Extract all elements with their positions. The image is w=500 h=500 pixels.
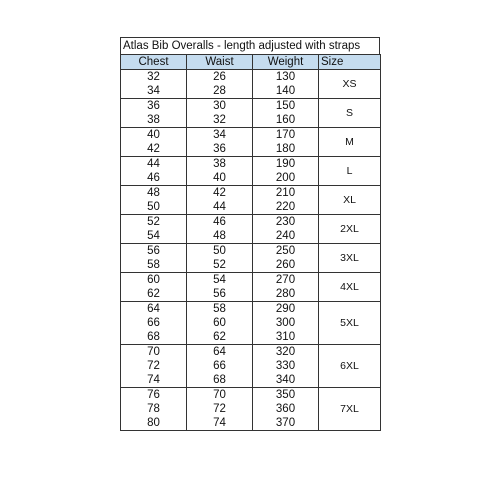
waist-cell: 60 xyxy=(187,316,253,330)
chest-cell: 50 xyxy=(121,200,187,215)
weight-cell: 220 xyxy=(253,200,319,215)
waist-cell: 36 xyxy=(187,142,253,157)
weight-cell: 160 xyxy=(253,113,319,128)
waist-cell: 28 xyxy=(187,84,253,99)
chest-cell: 78 xyxy=(121,402,187,416)
size-cell: 4XL xyxy=(319,273,381,302)
weight-cell: 340 xyxy=(253,373,319,388)
weight-cell: 180 xyxy=(253,142,319,157)
weight-cell: 130 xyxy=(253,70,319,85)
chest-cell: 58 xyxy=(121,258,187,273)
chest-cell: 74 xyxy=(121,373,187,388)
waist-cell: 62 xyxy=(187,330,253,345)
table-row xyxy=(121,244,381,259)
waist-cell: 58 xyxy=(187,302,253,317)
waist-cell: 40 xyxy=(187,171,253,186)
chest-cell: 46 xyxy=(121,171,187,186)
chest-cell: 34 xyxy=(121,84,187,99)
table-row xyxy=(121,128,381,143)
table-row xyxy=(121,99,381,114)
table-body xyxy=(121,70,381,431)
table-row xyxy=(121,157,381,172)
size-cell: 3XL xyxy=(319,244,381,273)
weight-cell: 150 xyxy=(253,99,319,114)
table-row xyxy=(121,273,381,288)
header-row xyxy=(121,55,381,70)
weight-cell: 350 xyxy=(253,388,319,403)
size-cell: XL xyxy=(319,186,381,215)
weight-cell: 300 xyxy=(253,316,319,330)
chest-cell: 62 xyxy=(121,287,187,302)
weight-cell: 140 xyxy=(253,84,319,99)
size-cell: 6XL xyxy=(319,345,381,388)
weight-cell: 330 xyxy=(253,359,319,373)
header-chest: Chest xyxy=(121,55,187,70)
waist-cell: 66 xyxy=(187,359,253,373)
waist-cell: 48 xyxy=(187,229,253,244)
chart-title: Atlas Bib Overalls - length adjusted with straps xyxy=(120,37,380,54)
weight-cell: 320 xyxy=(253,345,319,360)
weight-cell: 200 xyxy=(253,171,319,186)
header-waist: Waist xyxy=(187,55,253,70)
chest-cell: 66 xyxy=(121,316,187,330)
size-cell: 2XL xyxy=(319,215,381,244)
waist-cell: 70 xyxy=(187,388,253,403)
chest-cell: 64 xyxy=(121,302,187,317)
waist-cell: 50 xyxy=(187,244,253,259)
chest-cell: 32 xyxy=(121,70,187,85)
table-row xyxy=(121,302,381,317)
chest-cell: 56 xyxy=(121,244,187,259)
weight-cell: 240 xyxy=(253,229,319,244)
size-cell: L xyxy=(319,157,381,186)
chest-cell: 54 xyxy=(121,229,187,244)
chest-cell: 48 xyxy=(121,186,187,201)
waist-cell: 52 xyxy=(187,258,253,273)
weight-cell: 260 xyxy=(253,258,319,273)
size-cell: 5XL xyxy=(319,302,381,345)
waist-cell: 44 xyxy=(187,200,253,215)
waist-cell: 72 xyxy=(187,402,253,416)
weight-cell: 230 xyxy=(253,215,319,230)
chest-cell: 70 xyxy=(121,345,187,360)
table-row xyxy=(121,186,381,201)
size-cell: S xyxy=(319,99,381,128)
waist-cell: 30 xyxy=(187,99,253,114)
chest-cell: 38 xyxy=(121,113,187,128)
table-row xyxy=(121,215,381,230)
size-cell: 7XL xyxy=(319,388,381,431)
size-cell: XS xyxy=(319,70,381,99)
chest-cell: 60 xyxy=(121,273,187,288)
waist-cell: 56 xyxy=(187,287,253,302)
chest-cell: 36 xyxy=(121,99,187,114)
weight-cell: 370 xyxy=(253,416,319,431)
chest-cell: 42 xyxy=(121,142,187,157)
table-row xyxy=(121,345,381,360)
size-cell: M xyxy=(319,128,381,157)
waist-cell: 26 xyxy=(187,70,253,85)
waist-cell: 74 xyxy=(187,416,253,431)
weight-cell: 250 xyxy=(253,244,319,259)
chest-cell: 80 xyxy=(121,416,187,431)
waist-cell: 42 xyxy=(187,186,253,201)
chest-cell: 76 xyxy=(121,388,187,403)
weight-cell: 280 xyxy=(253,287,319,302)
table-row xyxy=(121,70,381,85)
weight-cell: 190 xyxy=(253,157,319,172)
weight-cell: 360 xyxy=(253,402,319,416)
waist-cell: 32 xyxy=(187,113,253,128)
chest-cell: 44 xyxy=(121,157,187,172)
weight-cell: 290 xyxy=(253,302,319,317)
size-table xyxy=(120,54,381,431)
waist-cell: 54 xyxy=(187,273,253,288)
header-size: Size xyxy=(319,55,381,70)
weight-cell: 210 xyxy=(253,186,319,201)
waist-cell: 46 xyxy=(187,215,253,230)
weight-cell: 310 xyxy=(253,330,319,345)
chest-cell: 40 xyxy=(121,128,187,143)
chest-cell: 52 xyxy=(121,215,187,230)
waist-cell: 38 xyxy=(187,157,253,172)
weight-cell: 170 xyxy=(253,128,319,143)
waist-cell: 68 xyxy=(187,373,253,388)
header-weight: Weight xyxy=(253,55,319,70)
size-chart xyxy=(120,37,380,431)
waist-cell: 64 xyxy=(187,345,253,360)
chest-cell: 68 xyxy=(121,330,187,345)
waist-cell: 34 xyxy=(187,128,253,143)
chest-cell: 72 xyxy=(121,359,187,373)
weight-cell: 270 xyxy=(253,273,319,288)
table-row xyxy=(121,388,381,403)
